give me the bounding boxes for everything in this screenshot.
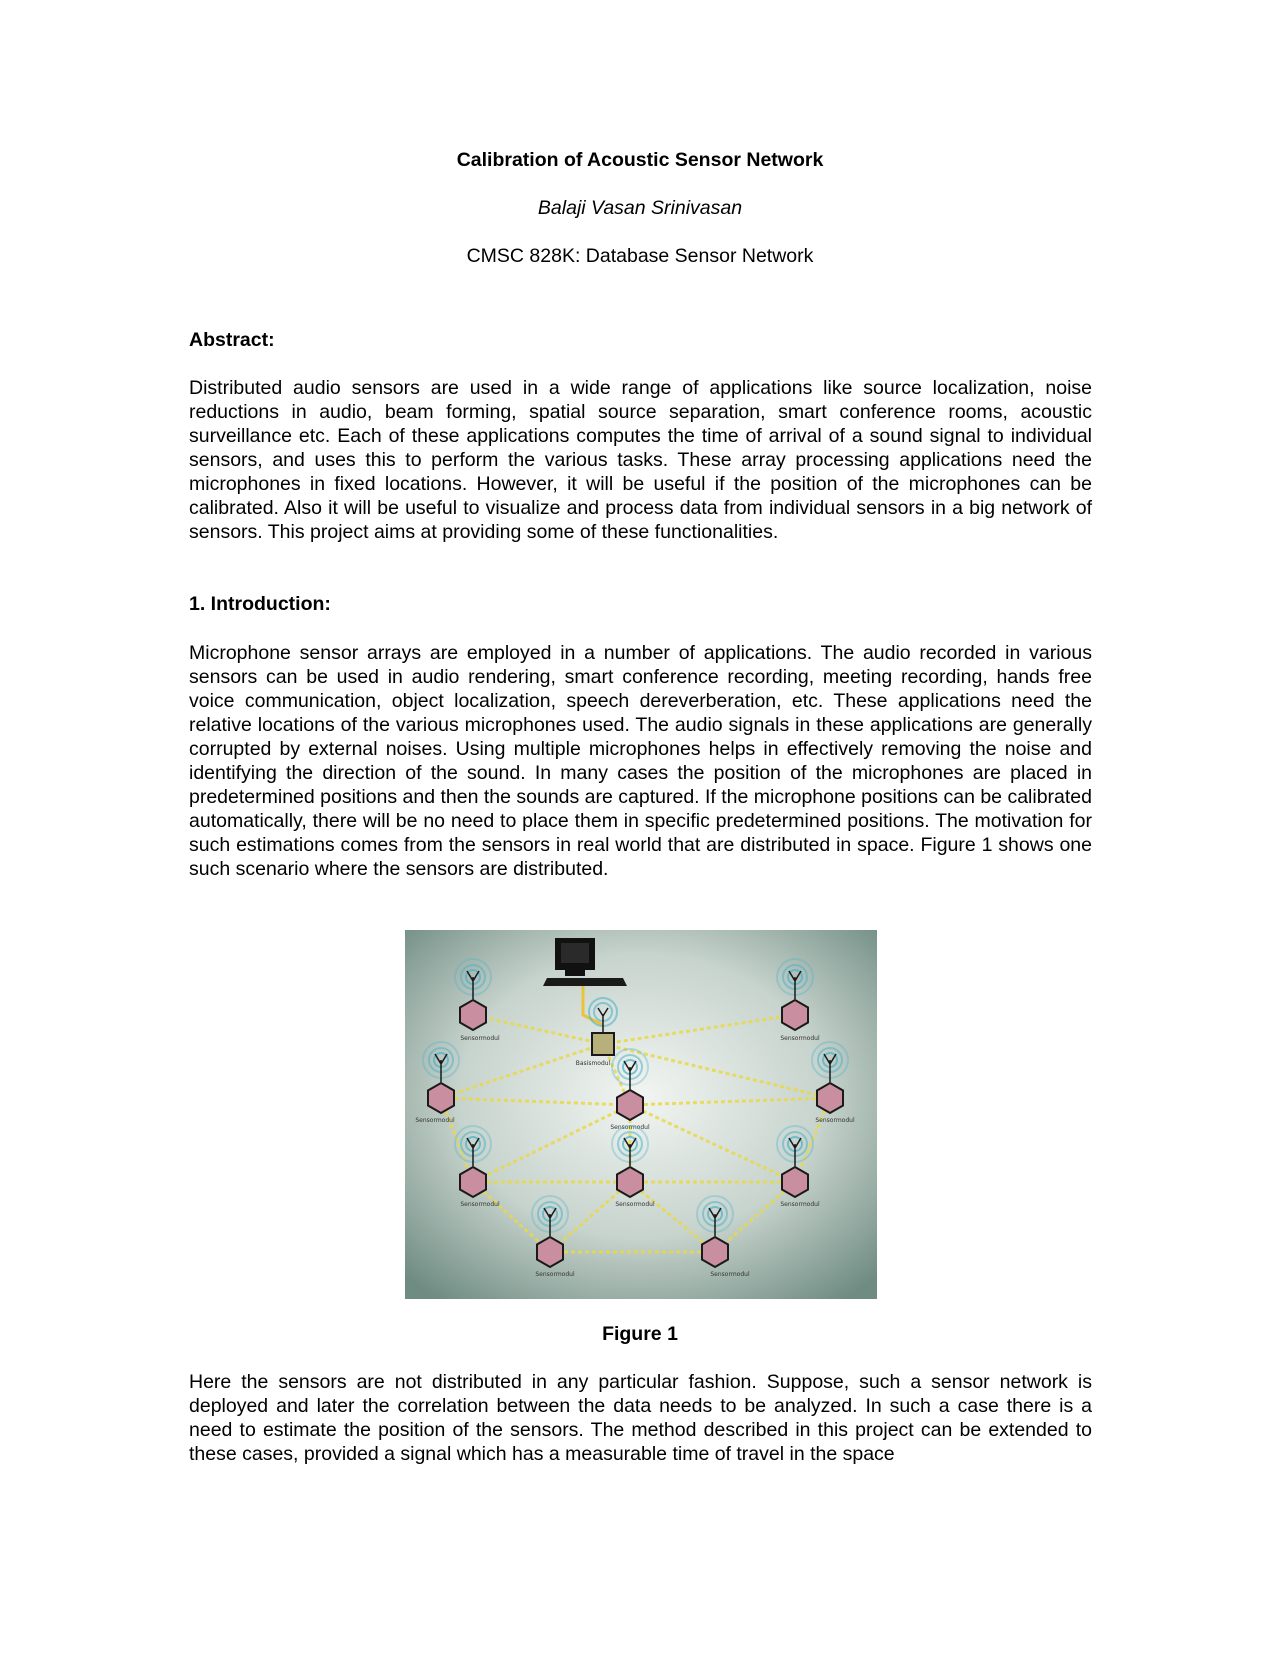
base-module-icon (592, 1033, 614, 1055)
sensor-node-icon (702, 1237, 728, 1267)
paper-author: Balaji Vasan Srinivasan (537, 197, 743, 219)
paper-title: Calibration of Acoustic Sensor Network (456, 149, 824, 171)
sensor-node-icon (460, 1000, 486, 1030)
base-module-label: Basismodul (575, 1060, 611, 1067)
sensor-node-label: Sensormodul (615, 1201, 655, 1208)
sensor-node-icon (537, 1237, 563, 1267)
course-name: CMSC 828K: Database Sensor Network (466, 245, 814, 267)
sensor-node-label: Sensormodul (460, 1035, 500, 1042)
sensor-node-label: Sensormodul (610, 1124, 650, 1131)
sensor-node-icon (617, 1090, 643, 1120)
sensor-node-icon (817, 1083, 843, 1113)
sensor-network-illustration (405, 930, 877, 1299)
sensor-node-label: Sensormodul (710, 1271, 750, 1278)
sensor-node-icon (782, 1000, 808, 1030)
sensor-node-label: Sensormodul (780, 1035, 820, 1042)
figure-caption: Figure 1 (602, 1323, 678, 1345)
abstract-text: Distributed audio sensors are used in a wide range of applications like source localization, noise reductions in audio, beam forming, spatial source separation, smart conference rooms, acoustic surveillance etc. Each of these applications computes the time of arrival of a sound signal to individual sensors, and uses this to perform the various tasks. These array processing applications need the microphones in fixed locations. However, it will be useful if the position of the microphones can be calibrated. Also it will be useful to visualize and process data from individual sensors in a big network of sensors. This project aims at providing some of these functionalities. (189, 377, 1092, 543)
introduction-heading: 1. Introduction: (189, 593, 331, 615)
sensor-node-label: Sensormodul (460, 1201, 500, 1208)
sensor-node-icon (428, 1083, 454, 1113)
figure-sensor-network (405, 930, 877, 1299)
sensor-node-label: Sensormodul (415, 1117, 455, 1124)
sensor-node-label: Sensormodul (815, 1117, 855, 1124)
introduction-paragraph-2: Here the sensors are not distributed in any particular fashion. Suppose, such a sensor network is deployed and later the correlation between the data needs to be analyzed. In such a case there is a need to estimate the position of the sensors. The method described in this project can be extended to these cases, provided a signal which has a measurable time of travel in the space (189, 1371, 1092, 1465)
sensor-node-label: Sensormodul (535, 1271, 575, 1278)
abstract-heading: Abstract: (189, 329, 275, 351)
sensor-node-icon (782, 1167, 808, 1197)
sensor-node-label: Sensormodul (780, 1201, 820, 1208)
introduction-paragraph-1: Microphone sensor arrays are employed in a number of applications. The audio recorded in various sensors can be used in audio rendering, smart conference recording, meeting recording, hands free voice communication, object localization, speech dereverberation, etc. These applications need the relative locations of the various microphones used. The audio signals in these applications are generally corrupted by external noises. Using multiple microphones helps in effectively removing the noise and identifying the direction of the sound. In many cases the position of the microphones are placed in predetermined positions and then the sounds are captured. If the microphone positions can be calibrated automatically, there will be no need to place them in specific predetermined positions. The motivation for such estimations comes from the sensors in real world that are distributed in space. Figure 1 shows one such scenario where the sensors are distributed. (189, 642, 1092, 880)
sensor-node-icon (460, 1167, 486, 1197)
sensor-node-icon (617, 1167, 643, 1197)
